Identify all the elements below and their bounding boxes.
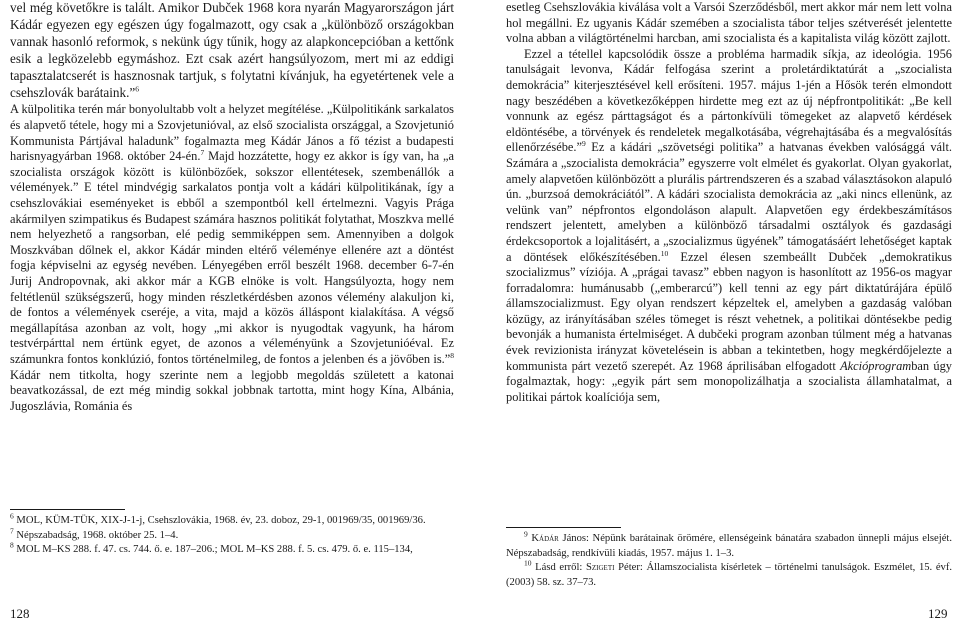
left-footnotes xyxy=(10,511,454,558)
left-body xyxy=(10,0,454,414)
right-paragraph-2: Ezzel a tétellel kapcsolódik össze a probléma harmadik síkja, az ideológia. 1956 tanulságait levonva, Kádár felfogása szerint a proletárdiktatúrát a „szocialista demokrácia” kiterjesztésével kell erősíteni. 1957. május 1-jén a Hősök terén elmondott nagy beszédében a következőképpen hirdette meg ezt az új népfrontpolitikát: „Be kell vonnunk az egész párttagságot és a pártonkívüli tömegeket az alapvető kérdések eldöntésébe, a törvények és rendeletek megalkotásába, végrehajtásába és a megvalósítás ellenőrzésébe.”$^9$ Ez a kádári „szövetségi politika” a hatvanas években valósággá vált. Számára a „szocialista demokrácia” egyszerre volt elmélet és gyakorlat. Olyan gyakorlat, amely alapvetően különbözött a plurális pártrendszeren és a szabad választásokon alapuló ún. „burzsoá demokráciától”. A kádári szocialista demokrácia az „aki nincs ellenünk, az velünk van” népfrontos elgondoláson alapult. Alapvetően egy érdekbeszámításos rendszert jelentett, amelyben a különböző társadalmi osztályok és gazdasági érdekcsoportok a lojalitásért, a „szocializmus ügyének” támogatásáért lehetőséget kaptak a döntések előkészítésében.$^{10}$ Ezzel élesen szembeállt Dubček „demokratikus szocializmus” víziója. A „prágai tavasz” ebben nagyon is hasonlított az 1956-os magyar forradalomra: humánusabb („emberarcú”) kell tenni az egy párt diktatúrájára épülő államszocializmust. Egy olyan rendszert képzeltek el, amelyben a gazdaság valóban közügy, az irányításában széles tömeget is részt vehetnek, a politikai döntésekbe pedig bevonják a humanista értelmiséget. A dubčeki program azonban túlment még a hatvanas évek revizionista irányzat követelésein is abban a tekintetben, hogy megkérdőjelezte a kommunista párt vezető szerepét. Az 1968 áprilisában elfogadott Akcióprogramban úgy fogalmaztak, hogy: „egyik párt sem monopolizálhatja a szocialista államhatalmat, a politikai pártok koalíciója sem, xyxy=(506,46,952,404)
right-paragraph-1: esetleg Csehszlovákia kiválása volt a Varsói Szerződésből, mert akkor már nem lett volna hol megállni. Ez ugyanis Kádár szemében a szocialista tábor teljes szétverését jelentette volna abban a világtörténelmi harcban, ami szocialista és a kapitalista világ között zajlott. xyxy=(506,0,952,46)
footnote-separator xyxy=(10,509,125,510)
page-number-left: 128 xyxy=(10,606,30,621)
footnote-9: $^9$ Kádár János: Népünk barátainak örömére, ellenségeink bánatára szabadon ünnepli május elsejét. Népszabadság, rendkívüli kiadás, 1957. május 1. 1–3. xyxy=(506,529,952,559)
left-paragraph-2: A külpolitika terén már bonyolultabb volt a helyzet megítélése. „Külpolitikánk sarkalatos és alapvető tétele, hogy mi a Szovjetunióval, az első szocialista országgal, a Szovjetunió Kommunista Pártjával haladunk” fogalmazta meg Kádár János a fő tézist a budapesti harisnyagyárban 1968. október 24-én.$^7$ Majd hozzátette, hogy ez akkor is így van, ha „a szocialista országok között is különbözőek, sokszor ellentétesek, szembenállók a vélemények.” E tétel mindvégig sarkalatos pontja volt a kádári külpolitikának, így a csehszlovákiai eseményeket is ebből a szempontból kell értelmezni. Vagyis Prága akármilyen szimpatikus és Budapest számára hasznos politikát folytathat, Moszkva mellé nem helyezhető a rangsorban, elé pedig semmiképpen sem. Amennyiben a dolgok Moszkvában dőlnek el, akkor Kádár minden eltérő véleménye ellenére azt a döntést fogja képviselni az egység nevében. Lényegében erről beszélt 1968. december 6-7-én Jurij Andropovnak, aki akkor már a KGB elnöke is volt. Hangsúlyozta, hogy nem feltétlenül szükségszerű, hogy minden részletkérdésben azonos vélemény alakuljon ki, de fontos a vélemények cseréje, a vita, majd a közös álláspont kialakítása. A végső megállapítása azonban az volt, hogy „mi akkor is nyugodtak vagyunk, ha három testvérpárttal nem értünk egyet, de azonos a véleményünk a Szovjetunióéval. Ez számunkra fontos konklúzió, fontos történelmileg, de fontos a jelenben és a jövőben is.”$^8$ Kádár nem titkolta, hogy szerinte nem a legjobb megoldás született a katonai beavatkozással, de ezt még mindig sokkal jobbnak tartotta, mint hogy Kína, Albánia, Jugoszlávia, Románia és xyxy=(10,102,454,413)
footnote-6: $^6$ MOL, KÜM-TÜK, XIX-J-1-j, Csehszlovákia, 1968. év, 23. doboz, 29-1, 001969/35, 001969/36. xyxy=(10,511,426,526)
right-body xyxy=(506,0,952,405)
left-paragraph-1: vel még követőkre is talált. Amikor Dubček 1968 kora nyarán Magyarországon járt Kádár egyezen egy egészen úgy fogalmazott, ogy csak a „különböző országokban vannak hasonló reformok, s nekünk úgy tűnik, hogy az alapkoncepcióban a kettőnk esik a legközelebb egymáshoz. Ezt csak azért hangsúlyozom, mert mi az eddigi tapasztalatcserét is hasznosnak tartjuk, s folytatni kívánjuk, ha egyetértenek vele a csehszlovák barátaink.”$^6$ xyxy=(10,0,454,100)
right-footnotes xyxy=(506,529,953,590)
footnote-separator xyxy=(506,527,621,528)
footnote-10: $^{10}$ Lásd erről: Szigeti Péter: Államszocialista kísérletek – történelmi tanulságok. Eszmélet, 15. évf. (2003) 58. sz. 37–73. xyxy=(506,558,953,588)
footnote-marker[interactable]: 7 xyxy=(200,148,205,158)
footnote-7: $^7$ Népszabadság, 1968. október 25. 1–4. xyxy=(10,526,179,541)
footnote-marker[interactable]: 8 xyxy=(450,350,454,360)
footnote-marker[interactable]: 10 xyxy=(660,248,669,258)
footnote-marker[interactable]: 9 xyxy=(582,139,586,149)
footnote-marker[interactable]: 6 xyxy=(135,84,139,94)
page-number-right: 129 xyxy=(928,606,948,621)
footnote-8: $^8$ MOL M–KS 288. f. 47. cs. 744. ő. e. 187–206.; MOL M–KS 288. f. 5. cs. 479. ő. e. 115–134, xyxy=(10,540,413,556)
